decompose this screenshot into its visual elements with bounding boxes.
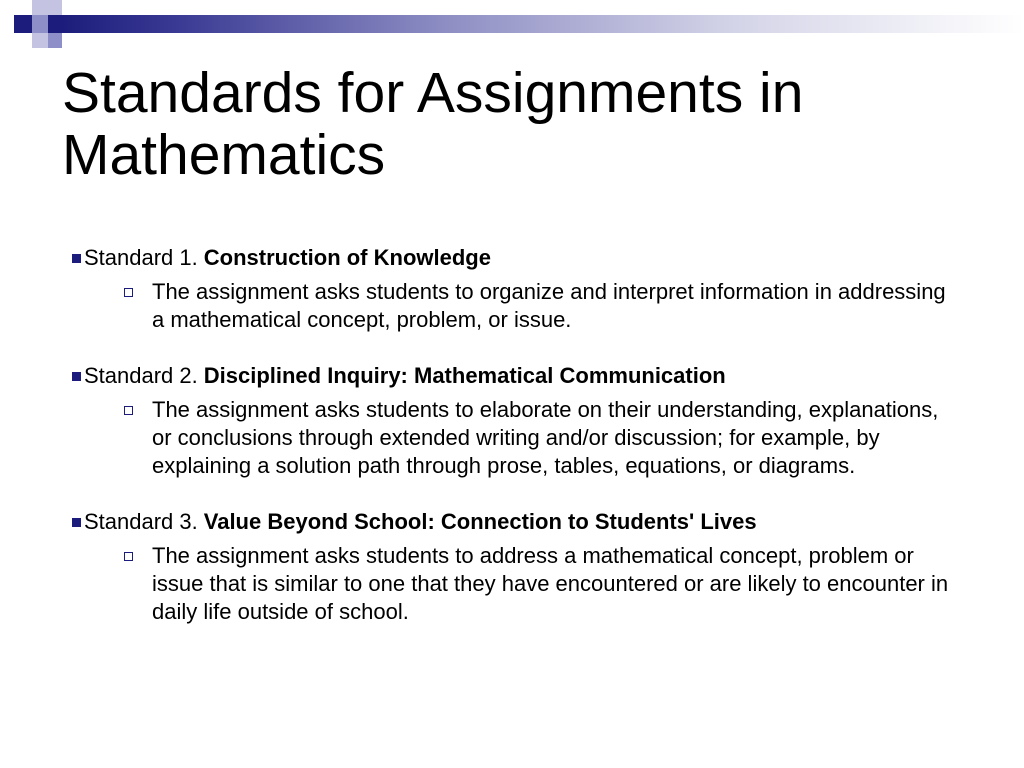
standard-item [72,362,972,480]
deco-square [48,15,62,33]
standard-heading: Value Beyond School: Connection to Students' Lives [203,509,757,534]
standard-item [72,244,972,334]
hollow-square-bullet-icon [124,288,133,297]
standard-label: Standard 2. [84,363,198,388]
header-gradient-bar [62,15,1024,33]
standard-label: Standard 1. [84,245,198,270]
square-bullet-icon [72,372,81,381]
header-decoration [0,0,1024,48]
hollow-square-bullet-icon [124,406,133,415]
standard-heading: Disciplined Inquiry: Mathematical Communication [203,363,726,388]
deco-square [48,0,62,15]
standards-list [72,244,972,654]
deco-square [48,33,62,48]
standard-description: The assignment asks students to elaborate on their understanding, explanations, or conclusions through extended writing and/or discussion; for example, by explaining a solution path through prose, tables, equations, or diagrams. [152,397,939,478]
square-bullet-icon [72,254,81,263]
standard-heading: Construction of Knowledge [203,245,491,270]
deco-square [32,15,48,33]
standard-description: The assignment asks students to address a mathematical concept, problem or issue that is similar to one that they have encountered or are likely to encounter in daily life outside of school. [152,543,949,624]
standard-item [72,508,972,626]
hollow-square-bullet-icon [124,552,133,561]
deco-square [14,15,32,33]
standard-label: Standard 3. [84,509,198,534]
slide-title: Standards for Assignments in Mathematics [62,61,804,187]
square-bullet-icon [72,518,81,527]
deco-square [32,0,48,15]
deco-square [32,33,48,48]
standard-description: The assignment asks students to organize and interpret information in addressing a mathematical concept, problem, or issue. [152,279,946,332]
